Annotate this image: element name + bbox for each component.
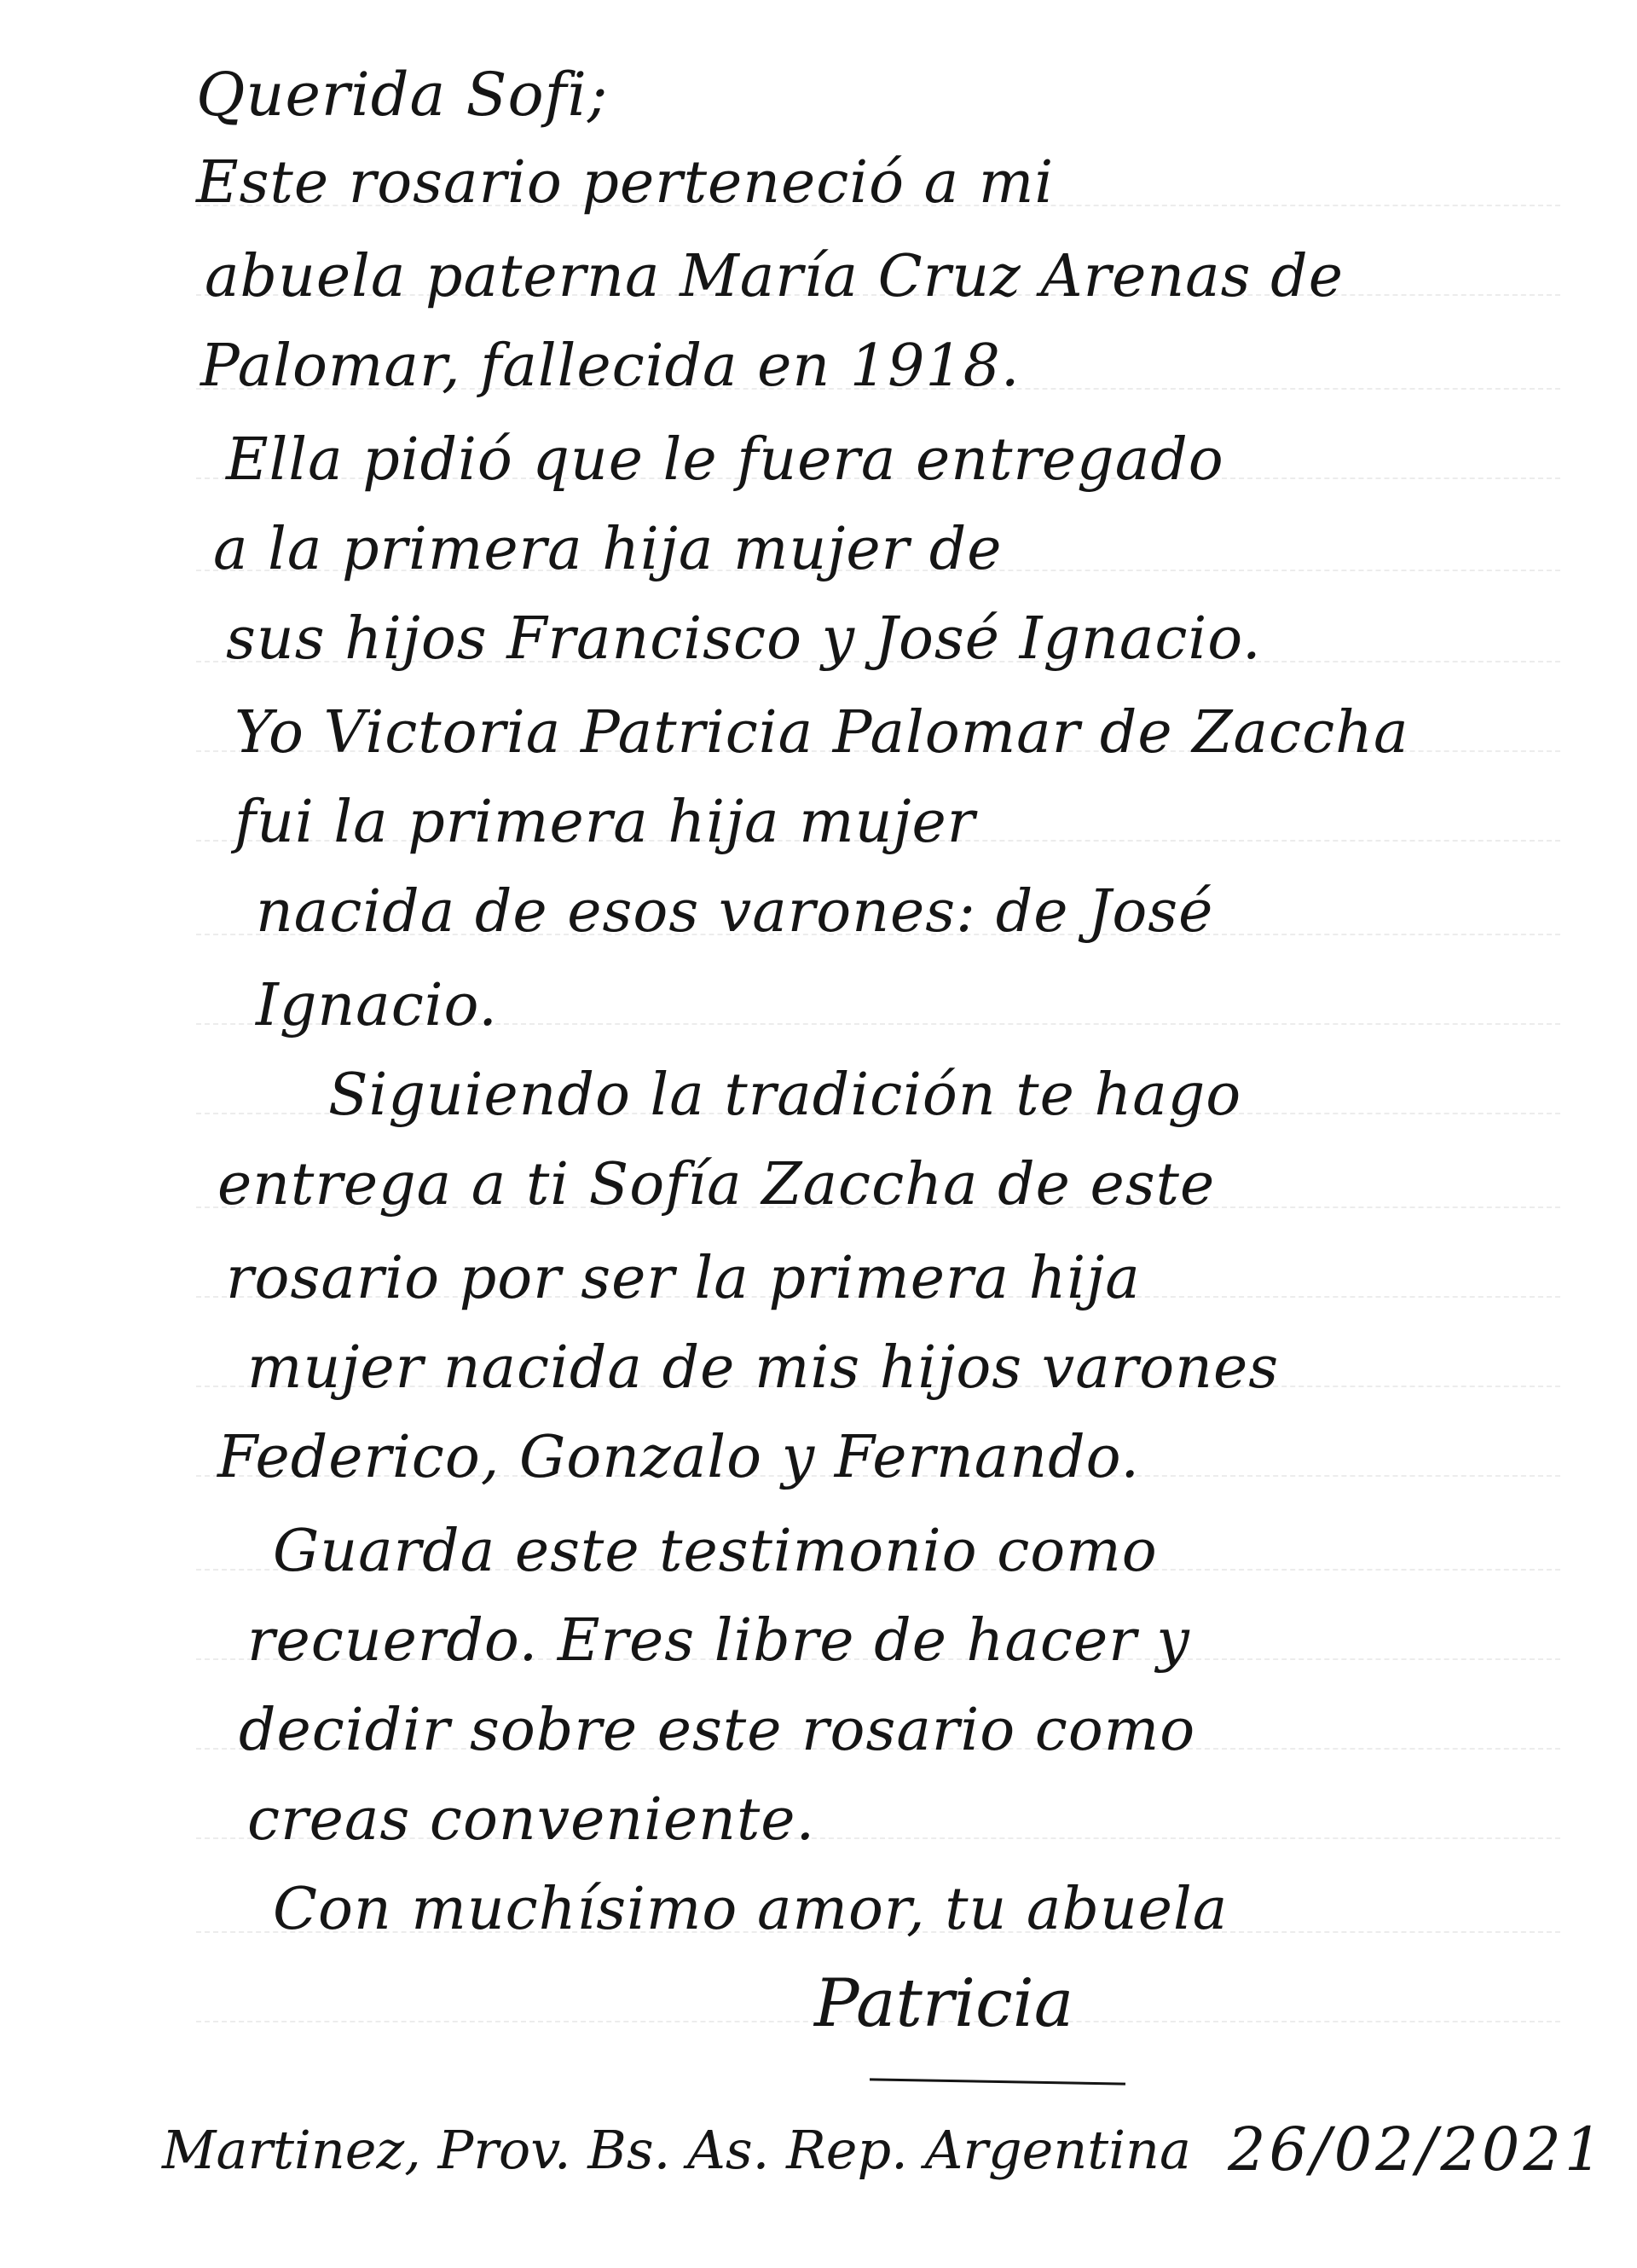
letter-line: Siguiendo la tradición te hago xyxy=(328,1062,1242,1129)
letter-signature: Patricia xyxy=(814,1965,1074,2042)
letter-line: Federico, Gonzalo y Fernando. xyxy=(217,1424,1140,1491)
letter-closing: Con muchísimo amor, tu abuela xyxy=(273,1876,1229,1943)
letter-place: Martinez, Prov. Bs. As. Rep. Argentina xyxy=(162,2119,1191,2181)
letter-line: decidir sobre este rosario como xyxy=(239,1697,1196,1764)
signature-underline xyxy=(870,2078,1125,2085)
letter-line: nacida de esos varones: de José xyxy=(256,878,1214,946)
letter-line: Ignacio. xyxy=(256,972,498,1039)
letter-line: Guarda este testimonio como xyxy=(273,1518,1158,1585)
letter-salutation: Querida Sofi; xyxy=(196,60,609,130)
letter-line: mujer nacida de mis hijos varones xyxy=(247,1334,1280,1402)
letter-line: Este rosario perteneció a mi xyxy=(196,149,1055,217)
letter-line: Palomar, fallecida en 1918. xyxy=(200,333,1021,400)
letter-line: a la primera hija mujer de xyxy=(213,516,1003,583)
letter-line: creas conveniente. xyxy=(247,1786,816,1854)
letter-line: sus hijos Francisco y José Ignacio. xyxy=(226,605,1262,673)
letter-line: rosario por ser la primera hija xyxy=(226,1245,1141,1312)
letter-line: Yo Victoria Patricia Palomar de Zaccha xyxy=(234,699,1409,767)
letter-date: 26/02/2021 xyxy=(1228,2115,1606,2184)
letter-line: abuela paterna María Cruz Arenas de xyxy=(205,243,1344,310)
letter-line: fui la primera hija mujer xyxy=(234,789,976,856)
letter-line: Ella pidió que le fuera entregado xyxy=(226,426,1224,494)
letter-line: entrega a ti Sofía Zaccha de este xyxy=(217,1151,1216,1218)
letter-line: recuerdo. Eres libre de hacer y xyxy=(247,1607,1190,1675)
